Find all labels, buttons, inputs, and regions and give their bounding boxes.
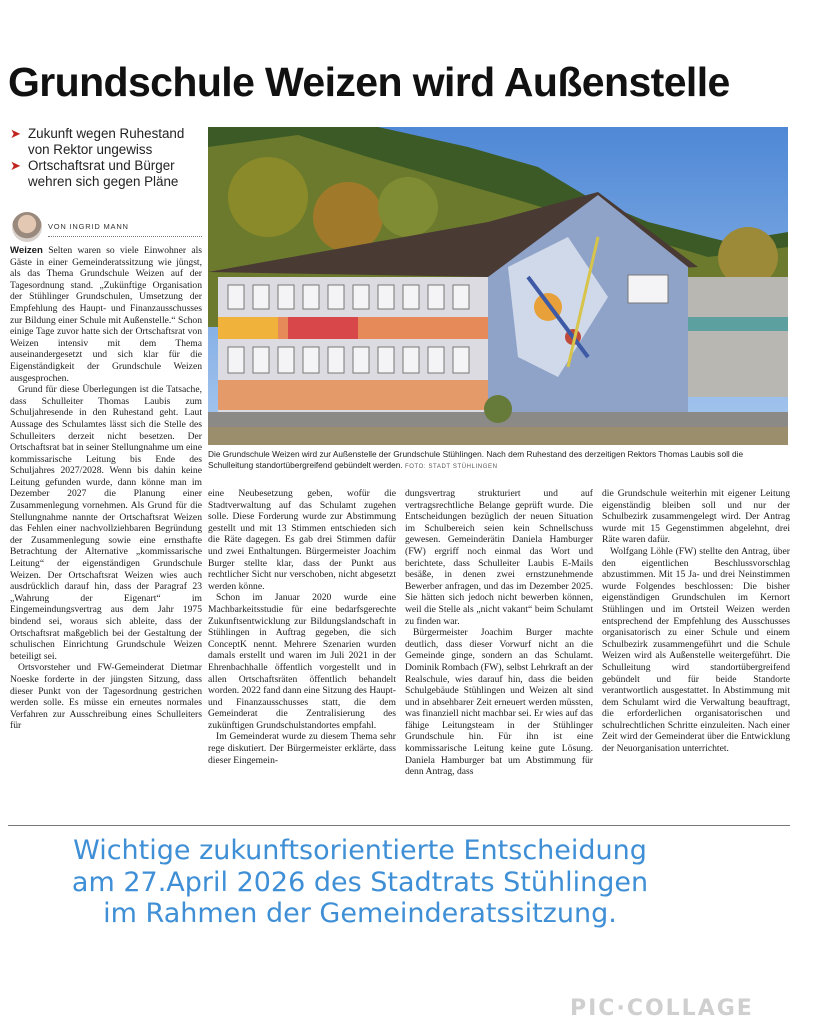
paragraph: Schon im Januar 2020 wurde eine Machbarkeitsstudie für eine bedarfsgerechte Zukunftsentwicklung zur Bildungslandschaft in Stühlingen in Auftrag gegeben, die sich ConceptK nennt. Mehrere Szenarien wurden damals erstellt und waren im Juli 2021 in der Ehrenbachhalle öffentlich vorgestellt und in allen Ortschaftsräten öffentlich behandelt worden. 2022 fand dann eine Sitzung des Haupt- und Finanzausschusses statt, die dem Gemeinderat die Zentralisierung des zukünftigen Grundschulstandortes empfahl. bbox=[208, 592, 396, 731]
school-photo bbox=[208, 127, 788, 445]
paragraph: eine Neubesetzung geben, wofür die Stadtverwaltung auf das Schulamt zugehen solle. Diese Forderung wurde zur Abstimmung gestellt und mit 13 Stimmen entschieden sich die Räte dagegen. Es gab drei Stimmen dafür und zwei Enthaltungen. Bürgermeister Joachim Burger stellte klar, dass der Punkt aus rechtlicher Sicht nur verschoben, nicht abgesetzt werden könne. bbox=[208, 488, 396, 592]
teaser-list bbox=[10, 126, 200, 190]
dateline: Weizen bbox=[10, 245, 43, 256]
teaser-text: Zukunft wegen Ruhestand von Rektor ungewiss bbox=[28, 126, 185, 157]
photo-credit: FOTO: STADT STÜHLINGEN bbox=[404, 464, 498, 470]
paragraph: die Grundschule weiterhin mit eigener Leitung eigenständig bleiben soll und nur der Schulbezirk zusammengelegt wird. Der Antrag wurde mit 15 Gegenstimmen abgelehnt, drei Räte waren dafür. bbox=[602, 488, 790, 546]
byline-divider bbox=[48, 236, 202, 237]
paragraph: Grund für diese Überlegungen ist die Tatsache, dass Schulleiter Thomas Laubis zum Schuljahresende in den Ruhestand geht. Laut Aussage des Schulamtes lässt sich die Stelle des Schulleiters derzeit nicht besetzen. Der Ortschaftsrat bat in seiner Stellungnahme um eine kommissarische Leitung bis Ende des Schuljahres 2027/2028. Wenn bis dahin keine Leitung gefunden wurde, dann könne man im Dezember 2027 die Planung einer Zusammenlegung vornehmen. Als Grund für die Stellungnahme nannte der Ortschaftsrat Weizen das Fehlen einer nachvollziehbaren Begründung der Zusammenlegung sowie eine ernsthafte Betrachtung der Alternative „kommissarische Leitung“ der eigenständigen Grundschule Weizen. Der Ortschaftsrat Weizen wies auch ausdrücklich darauf hin, dass der Paragraf 23 „Wahrung der Eigenart“ im Eingemeindungsvertrag aus dem Jahr 1975 bindend sei, woraus sich ableite, dass der Ortschaftsrat maßgeblich bei der Gestaltung der schulischen Einrichtung Grundschule Weizen beteiligt sei. bbox=[10, 384, 202, 662]
headline: Grundschule Weizen wird Außenstelle bbox=[8, 59, 730, 105]
article-column-1 bbox=[10, 245, 202, 732]
watermark-text: PIC·COLLAGE bbox=[570, 998, 754, 1020]
red-arrow-icon: ➤ bbox=[10, 158, 21, 173]
article-column-4 bbox=[602, 488, 790, 755]
article-column-3 bbox=[405, 488, 593, 778]
paragraph bbox=[10, 245, 202, 384]
byline bbox=[10, 210, 202, 240]
photo-caption bbox=[208, 449, 788, 473]
teaser-item bbox=[10, 158, 200, 190]
paragraph: Ortsvorsteher und FW-Gemeinderat Dietmar Noeske forderte in der jüngsten Sitzung, dass dieser Punkt von der Tagesordnung gestrichen werden solle. Es müsse ein erneutes normales Verfahren zur Ausschreibung eines Schulleiters für bbox=[10, 662, 202, 732]
teaser-item bbox=[10, 126, 200, 158]
author-name: VON INGRID MANN bbox=[48, 222, 129, 231]
paragraph: dungsvertrag strukturiert und auf vertragsrechtliche Belange geprüft wurde. Die Entscheidungen bezüglich der neuen Situation im Schulbereich seien kein Schnellschuss gewesen. Gemeinderätin Daniela Hamburger (FW) ergriff noch einmal das Wort und berichtete, dass Schulleiter Laubis E-Mails besäße, in denen zwei ernstzunehmende Bewerber anfragen, und das im Dezember 2025. Sie hätten sich jedoch nicht bewerben können, weil die Stelle als „nicht vakant“ beim Schulamt zu finden war. bbox=[405, 488, 593, 627]
paragraph: Bürgermeister Joachim Burger machte deutlich, dass dieser Vorwurf nicht an die Gemeinde ginge, sondern an das Schulamt. Dominik Rombach (FW), selbst Lehrkraft an der Realschule, wies darauf hin, dass die beiden Schulgebäude Stühlingen und Weizen alt sind und in absehbarer Zeit erneuert werden müssten, was finanziell nicht machbar sei. Er wies auf das fähige Leitungsteam in der Stühlinger Grundschule hin. Für ihn ist eine kommissarische Leitung keine gute Lösung. Daniela Hamburger bat um Abstimmung für denn Antrag, dass bbox=[405, 627, 593, 778]
author-avatar bbox=[12, 212, 42, 242]
teaser-text: Ortschaftsrat und Bürger wehren sich gegen Pläne bbox=[28, 158, 179, 189]
watermark-logo bbox=[560, 998, 800, 1020]
paragraph-text: Selten waren so viele Einwohner als Gäste in einer Gemeinderatssitzung wie jüngst, als das Thema Grundschule Weizen auf der Tagesordnung stand. „Zukünftige Organisation der Stühlinger Grundschulen, Umsetzung der Empfehlung des Haupt- und Finanzausschusses zur Bildung einer Schule mit Außenstelle.“ Schon einige Tage zuvor hatte sich der Ortschaftsrat von Weizen intensiv mit dem Thema auseinandergesetzt und sich klar für die Eigenständigkeit der Grundschule Weizen ausgesprochen. bbox=[10, 245, 202, 384]
caption-text: Die Grundschule Weizen wird zur Außenstelle der Grundschule Stühlingen. Nach dem Ruhestand des derzeitigen Rektors Thomas Laubis soll die Schulleitung standortübergreifend gebündelt werden. bbox=[208, 449, 744, 470]
divider bbox=[8, 825, 790, 826]
red-arrow-icon: ➤ bbox=[10, 126, 21, 141]
paragraph: Im Gemeinderat wurde zu diesem Thema sehr rege diskutiert. Der Bürgermeister erklärte, dass dieser Eingemein- bbox=[208, 731, 396, 766]
paragraph: Wolfgang Löhle (FW) stellte den Antrag, über den eigentlichen Beschlussvorschlag abzustimmen. Mit 15 Ja- und drei Neinstimmen wurde Folgendes beschlossen: Die bisher eigenständigen Grundschulen im Kernort Stühlingen und im Ortsteil Weizen werden entsprechend der Empfehlung des Ausschusses organisatorisch zu einer Schule und einem Schulbezirk zusammengeführt und die Schule Weizen wird als Außenstelle weitergeführt. Die Schulleitung wird standortübergreifend gebündelt und für beide Standorte verantwortlich ausgestattet. In Abstimmung mit dem Schulamt wird die Verwaltung beauftragt, die erforderlichen organisatorischen und schulrechtlichen Schritte einzuleiten. Nach einer Zeit wird der Gemeinderat über die Entwicklung der Neuorganisation unterrichtet. bbox=[602, 545, 790, 755]
announcement: Wichtige zukunftsorientierte Entscheidung am 27.April 2026 des Stadtrats Stühlingen im Rahmen der Gemeinderatssitzung. bbox=[71, 835, 649, 929]
article-column-2 bbox=[208, 488, 396, 766]
